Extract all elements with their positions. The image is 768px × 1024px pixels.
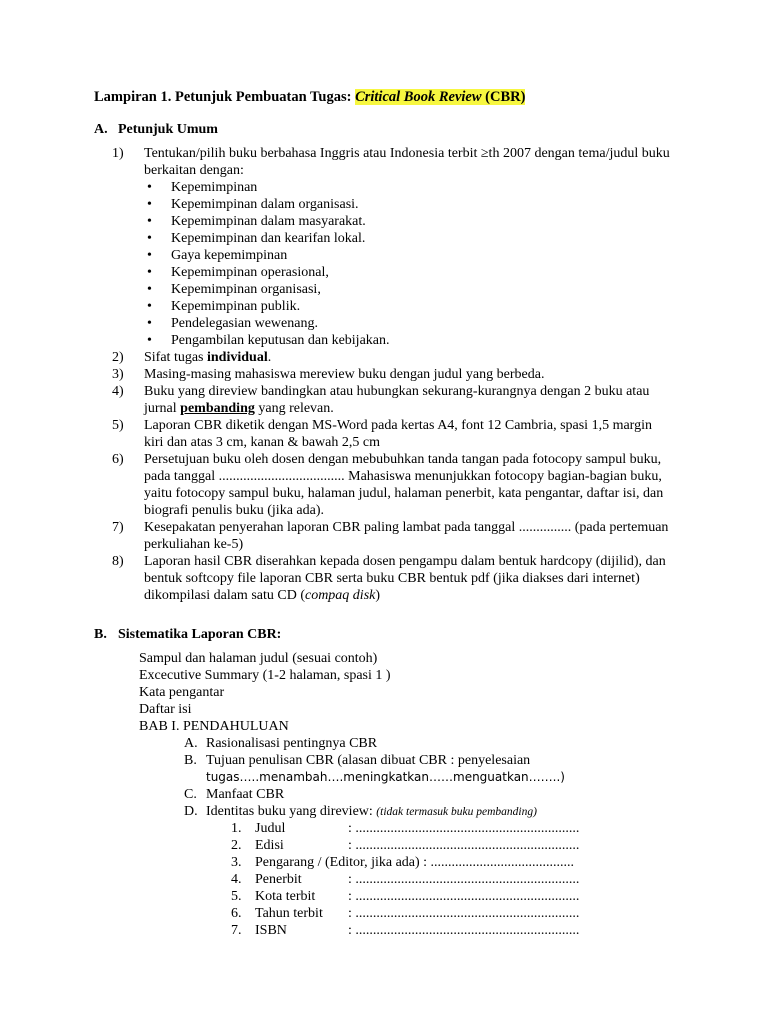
structure-line: Kata pengantar [139,685,225,700]
topic-bullets [144,179,672,349]
list-item: 3) Masing-masing mahasiswa mereview buku dengan judul yang berbeda. [112,367,545,382]
bullet-item: • Kepemimpinan dalam organisasi. [144,196,672,213]
list-item: 4) Buku yang direview bandingkan atau hubungkan sekurang-kurangnya dengan 2 buku atau jurnal pembanding yang relevan. [112,384,650,416]
bullet-item: • Gaya kepemimpinan [144,247,672,264]
title-highlight: Critical Book Review (CBR) [355,89,526,105]
structure-line: Sampul dan halaman judul (sesuai contoh) [139,651,378,666]
identity-row: 5. Kota terbit : ................................................................ [231,889,580,904]
list-item: 6) Persetujuan buku oleh dosen dengan mebubuhkan tanda tangan pada fotocopy sampul buku, pada tanggal .................................... Mahasiswa menunjukkan fotocopy bagian-bagian buku, yaitu fotocopy sampul buku, halaman judul, halaman penerbit, kata pengantar, daftar isi, dan biografi penulis buku (jika ada). [112,452,664,518]
list-item: 8) Laporan hasil CBR diserahkan kepada dosen pengampu dalam bentuk hardcopy (dijilid), dan bentuk softcopy file laporan CBR serta buku CBR bentuk pdf (jika diakses dari internet) dikompilasi dalam satu CD (compaq disk) [112,554,666,603]
list-item: 5) Laporan CBR diketik dengan MS-Word pada kertas A4, font 12 Cambria, spasi 1,5 margin kiri dan atas 3 cm, kanan & bawah 2,5 cm [112,418,652,450]
structure-line: Daftar isi [139,702,192,717]
bullet-item: • Kepemimpinan dalam masyarakat. [144,213,672,230]
sub-item: D. Identitas buku yang direview: (tidak termasuk buku pembanding) [184,804,537,819]
identity-row: 3. Pengarang / (Editor, jika ada) : ......................................... [231,855,575,870]
list-item: 1) Tentukan/pilih buku berbahasa Inggris atau Indonesia terbit ≥th 2007 dengan tema/judul buku berkaitan dengan: • Kepemimpinan • Kepemimpinan dalam organisasi. • Kepemimpinan dalam masyarakat. • Kepemimpinan dan kearifan lokal. • Gaya kepemimpinan • Kepemimpinan operasional, • Kepemimpinan organisasi, • Kepemimpinan publik. • Pendelegasian wewenang. • Pengambilan keputusan dan kebijakan. [112,145,672,349]
bullet-item: • Kepemimpinan organisasi, [144,281,672,298]
instruction-list [112,145,672,604]
report-structure [139,650,659,939]
section-b-heading: B. Sistematika Laporan CBR: [94,627,282,642]
bullet-item: • Pengambilan keputusan dan kebijakan. [144,332,672,349]
list-item: 7) Kesepakatan penyerahan laporan CBR paling lambat pada tanggal ............... (pada pertemuan perkuliahan ke-5) [112,520,669,552]
section-a-heading: A. Petunjuk Umum [94,122,218,137]
sub-item: B. Tujuan penulisan CBR (alasan dibuat CBR : penyelesaian [184,753,531,768]
bullet-item: • Kepemimpinan [144,179,672,196]
identity-row: 4. Penerbit : ................................................................ [231,872,580,887]
bullet-item: • Kepemimpinan dan kearifan lokal. [144,230,672,247]
identity-row: 7. ISBN : ................................................................ [231,923,580,938]
sub-item: C. Manfaat CBR [184,787,285,802]
chapter-heading: BAB I. PENDAHULUAN [139,719,289,734]
list-item: 2) Sifat tugas individual. [112,350,272,365]
bullet-item: • Pendelegasian wewenang. [144,315,672,332]
identity-row: 6. Tahun terbit : ................................................................ [231,906,580,921]
document-title: Lampiran 1. Petunjuk Pembuatan Tugas: Critical Book Review (CBR) [94,89,526,105]
structure-line: Excecutive Summary (1-2 halaman, spasi 1 ) [139,668,391,683]
identity-row: 1. Judul : ................................................................ [231,821,580,836]
bullet-item: • Kepemimpinan publik. [144,298,672,315]
identity-row: 2. Edisi : ................................................................ [231,838,580,853]
bullet-item: • Kepemimpinan operasional, [144,264,672,281]
sub-item-continuation: tugas…..menambah….meningkatkan……menguatkan……..) [206,770,565,784]
sub-item: A. Rasionalisasi pentingnya CBR [184,736,378,751]
